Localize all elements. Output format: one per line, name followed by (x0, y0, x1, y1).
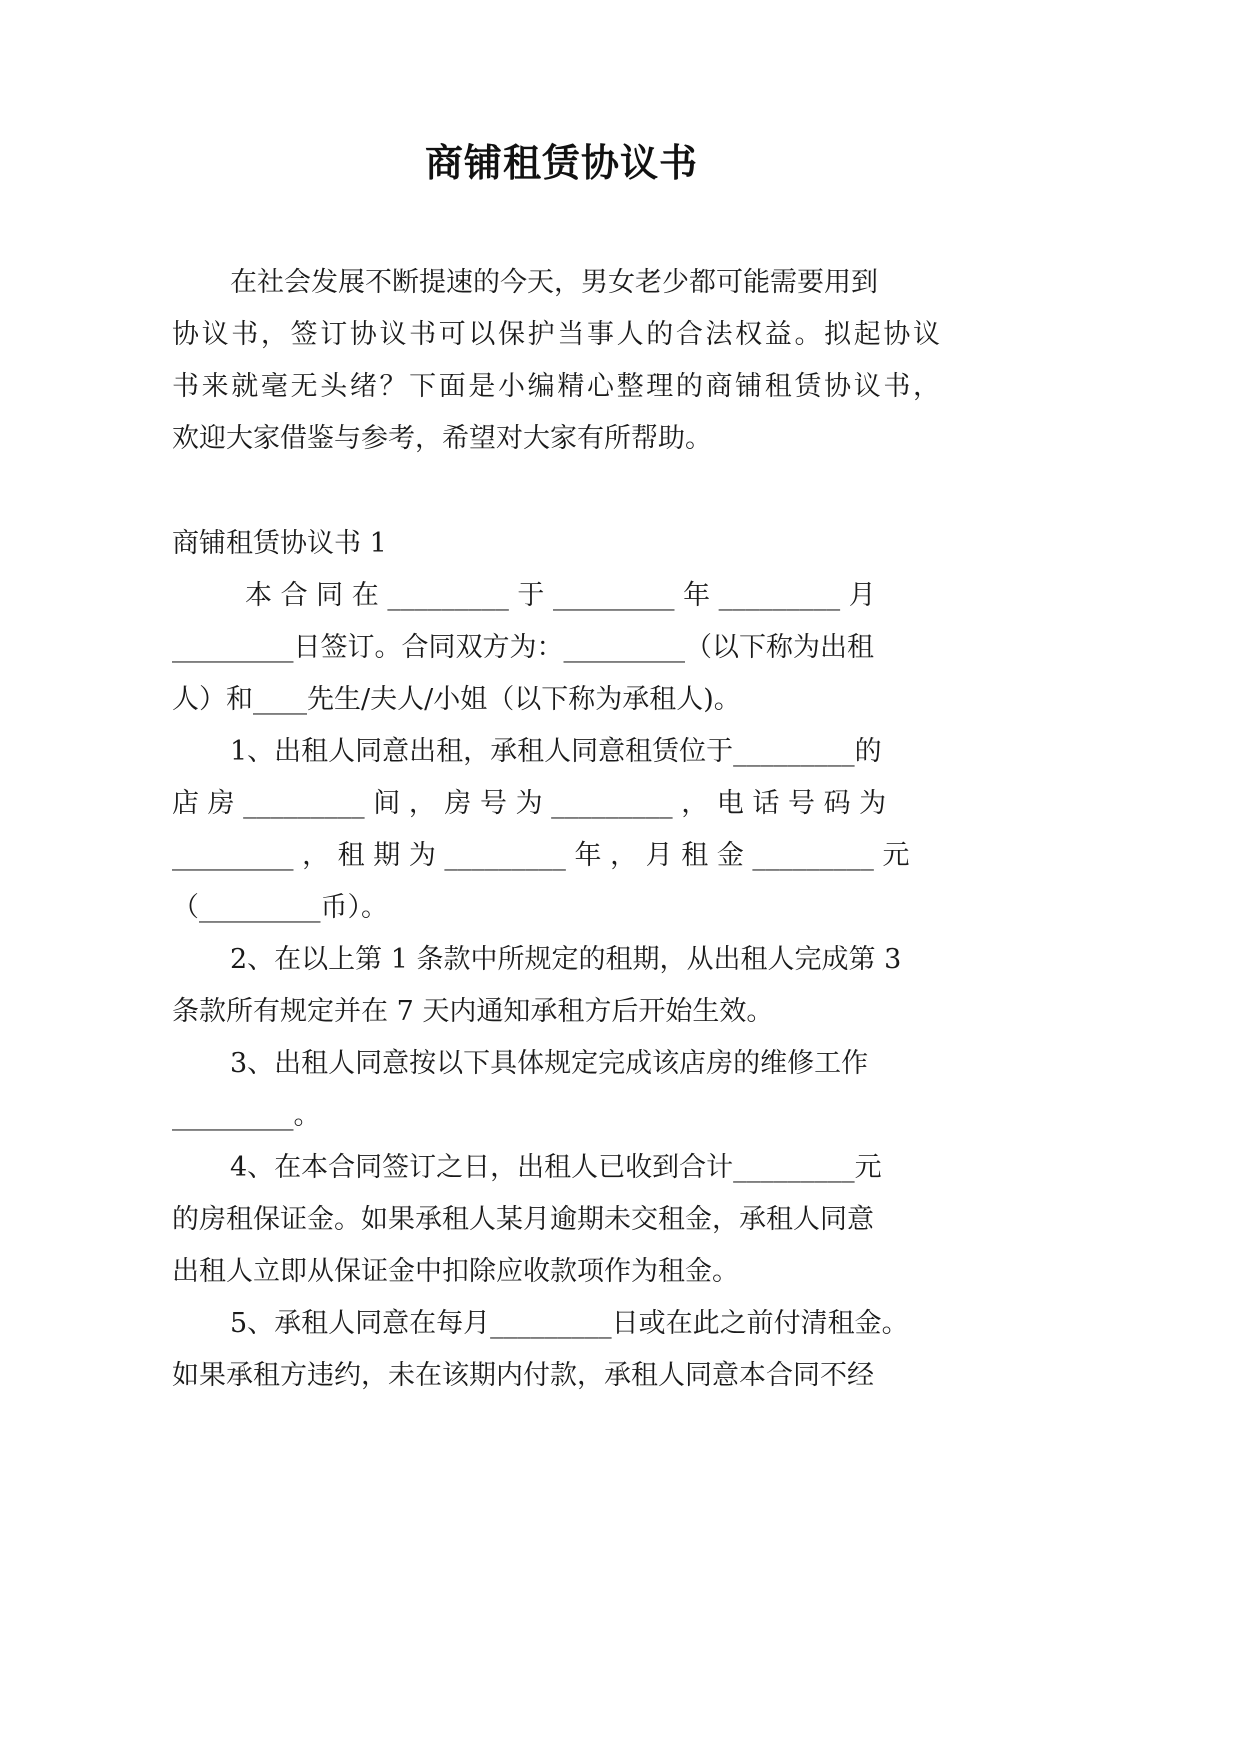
intro-line: 欢迎大家借鉴与参考，希望对大家有所帮助。 (172, 423, 712, 454)
contract-line: _________日签订。合同双方为：_________（以下称为出租 (172, 632, 874, 663)
section-heading: 商铺租赁协议书 1 (172, 528, 387, 559)
intro-line: 在社会发展不断提速的今天，男女老少都可能需要用到 (230, 267, 878, 298)
intro-line: 书来就毫无头绪？下面是小编精心整理的商铺租赁协议书， (172, 371, 940, 402)
contract-line: （_________币）。 (172, 892, 388, 923)
contract-line: 5、承租人同意在每月_________日或在此之前付清租金。 (230, 1308, 909, 1339)
contract-line: 2、在以上第 1 条款中所规定的租期，从出租人完成第 3 (230, 944, 902, 975)
contract-line: _________。 (172, 1100, 321, 1131)
contract-line: 3、出租人同意按以下具体规定完成该店房的维修工作 (230, 1048, 869, 1079)
document-title: 商铺租赁协议书 (424, 141, 698, 185)
contract-line: 的房租保证金。如果承租人某月逾期未交租金，承租人同意 (172, 1204, 874, 1235)
contract-line: 店 房 _________ 间 ， 房 号 为 _________ ， 电 话 号 码 为 (172, 788, 887, 819)
contract-line: _________ ， 租 期 为 _________ 年 ， 月 租 金 _________ 元 (172, 840, 910, 871)
contract-line: 如果承租方违约，未在该期内付款，承租人同意本合同不经 (172, 1360, 874, 1391)
intro-line: 协议书，签订协议书可以保护当事人的合法权益。拟起协议 (172, 319, 940, 350)
contract-line: 4、在本合同签订之日，出租人已收到合计_________元 (230, 1152, 882, 1183)
contract-line: 条款所有规定并在 7 天内通知承租方后开始生效。 (172, 996, 774, 1027)
contract-line: 人）和____先生/夫人/小姐（以下称为承租人)。 (172, 684, 741, 715)
contract-line: 出租人立即从保证金中扣除应收款项作为租金。 (172, 1256, 739, 1287)
contract-line: 1、出租人同意出租，承租人同意租赁位于_________的 (230, 736, 882, 767)
contract-line: 本 合 同 在 _________ 于 _________ 年 _________ 月 (245, 580, 876, 611)
